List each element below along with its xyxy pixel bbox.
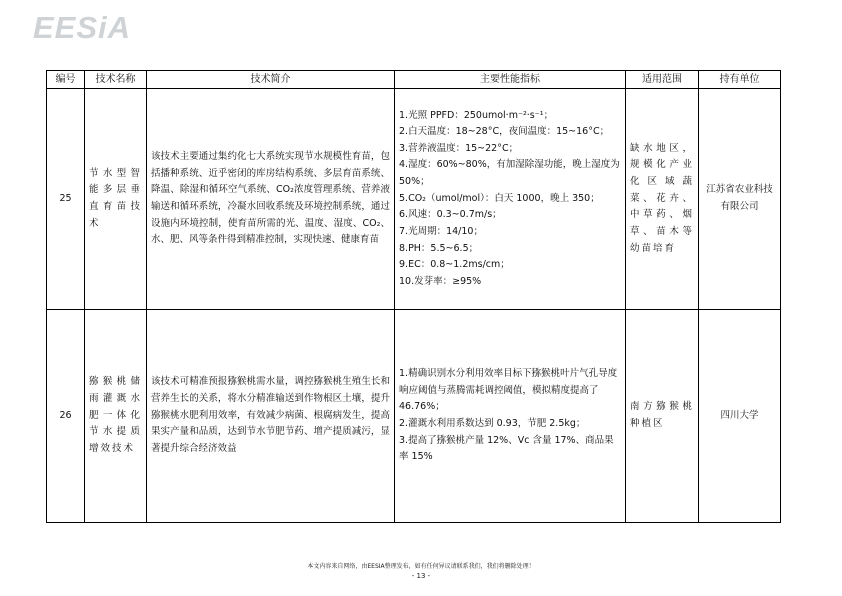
spec-item: 8.PH：5.5~6.5； (399, 242, 479, 254)
spec-item: 2.白天温度：18~28°C，夜间温度：15~16°C； (399, 126, 610, 138)
spec-item: 3.提高了猕猴桃产量 12%、Vc 含量 17%、商品果率 15% (399, 434, 614, 463)
technology-table (46, 70, 781, 523)
header-performance: 主要性能指标 (395, 71, 626, 89)
table-row (47, 89, 781, 310)
header-scope: 适用范围 (626, 71, 699, 89)
row-number: 25 (47, 89, 85, 310)
eesia-logo: EESiA (33, 10, 132, 45)
header-tech-intro: 技术简介 (147, 71, 395, 89)
table-row (47, 310, 781, 523)
spec-item: 10.发芽率：≥95% (399, 275, 482, 287)
row-tech-intro: 该技术可精准预报猕猴桃需水量，调控猕猴桃生殖生长和营养生长的关系，将水分精准输送到作物根区土壤，提升猕猴桃水肥利用效率，有效减少病菌、根腐病发生，提高果实产量和品质，达到节水节肥节药、增产提质减污，显著提升综合经济效益 (147, 310, 395, 523)
row-tech-name: 节水型智能多层垂直育苗技术 (85, 89, 147, 310)
spec-item: 4.湿度：60%~80%，有加湿除湿功能，晚上湿度为 50%； (399, 159, 620, 188)
row-scope: 南方猕猴桃种植区 (626, 310, 699, 523)
header-holder: 持有单位 (699, 71, 781, 89)
row-holder: 四川大学 (699, 310, 781, 523)
spec-item: 2.灌溉水利用系数达到 0.93，节肥 2.5kg； (399, 418, 586, 429)
row-tech-intro: 该技术主要通过集约化七大系统实现节水规模性育苗，包括播种系统、近乎密闭的库房结构系统、多层育苗系统、降温、除湿和循环空气系统、CO₂浓度管理系统、营养液输送和循环系统，冷凝水回收系统及环境控制系统，通过设施内环境控制，使育苗所需的光、温度、湿度、CO₂、水、肥、风等条件得到精准控制，实现快速、健康育苗 (147, 89, 395, 310)
spec-item: 5.CO₂（umol/mol）：白天 1000，晚上 350； (399, 192, 600, 204)
spec-item: 1.光照 PPFD：250umol·m⁻²·s⁻¹； (399, 109, 554, 121)
row-holder: 江苏省农业科技有限公司 (699, 89, 781, 310)
page-number: - 13 - (411, 572, 431, 580)
row-performance (395, 89, 626, 310)
row-scope: 缺水地区，规模化产业化区域蔬菜、花卉、中草药、烟草、苗木等幼苗培育 (626, 89, 699, 310)
spec-item: 9.EC：0.8~1.2ms/cm； (399, 259, 510, 271)
row-performance (395, 310, 626, 523)
spec-item: 6.风速：0.3~0.7m/s； (399, 209, 502, 221)
spec-item: 1.精确识别水分利用效率目标下猕猴桃叶片气孔导度响应阈值与蒸腾需耗调控阈值，模拟精度提高了 46.76%； (399, 368, 618, 413)
table-header-row (47, 71, 781, 89)
spec-item: 3.营养液温度：15~22°C； (399, 142, 519, 154)
row-tech-name: 猕猴桃储雨灌溉水肥一体化节水提质增效技术 (85, 310, 147, 523)
header-number: 编号 (47, 71, 85, 89)
header-tech-name: 技术名称 (85, 71, 147, 89)
footer-notice: 本文内容来自网络，由EESIA整理发布，如有任何异议请联系我们，我们将删除处理！ (307, 563, 535, 570)
spec-item: 7.光周期：14/10； (399, 225, 483, 237)
row-number: 26 (47, 310, 85, 523)
